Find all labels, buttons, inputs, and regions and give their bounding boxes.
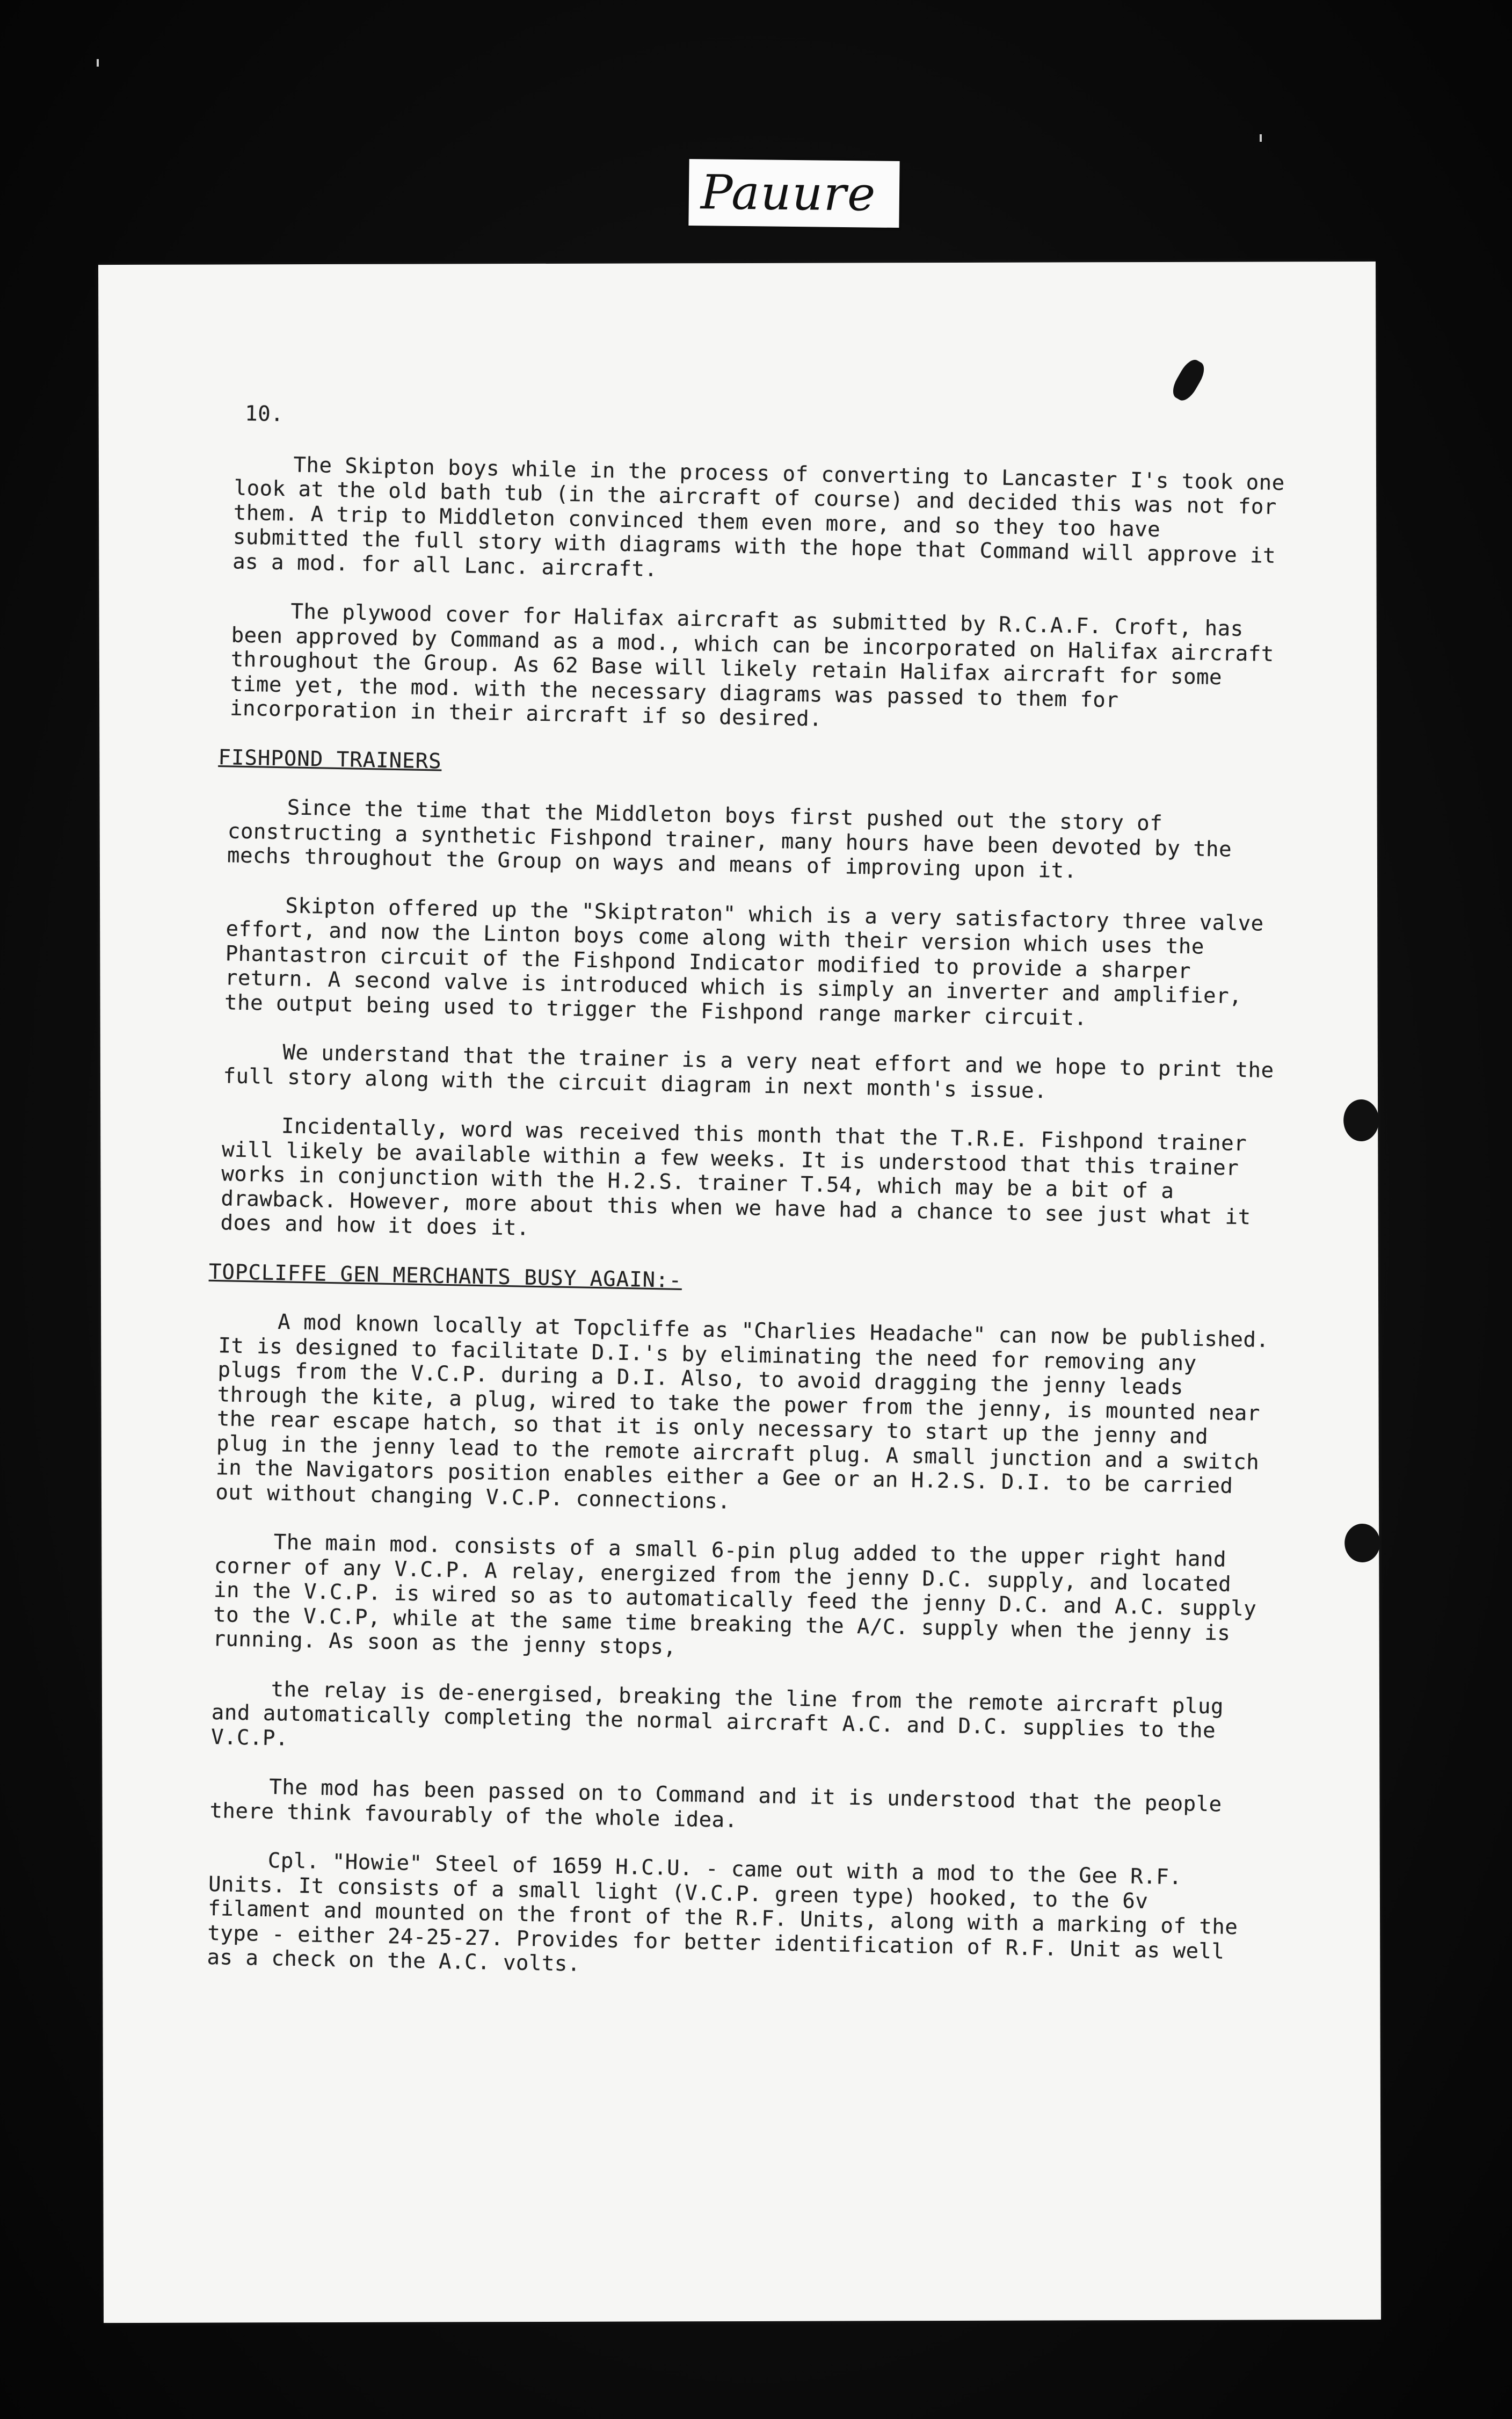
archive-label-text: Pauure	[700, 164, 877, 222]
paragraph-relay: the relay is de-energised, breaking the line from the remote aircraft plug and automatically completing the normal aircraft A.C. and D.C. supplies to the V.C.P.	[210, 1677, 1224, 1751]
paragraph-main-mod: The main mod. consists of a small 6-pin plug added to the upper right hand corner of any V.C.P. A relay, energized from the jenny D.C. supply, and located in the V.C.P. is wired so as to automatically feed the jenny D.C. and A.C. supply to the V.C.P, while at the same time breaking the A/C. supply when the jenny is running. As soon as the jenny stops,	[213, 1530, 1257, 1660]
paragraph-fishpond-trainer-intro: Since the time that the Middleton boys first pushed out the story of constructing a synthetic Fishpond trainer, many hours have been devoted by the mechs throughout the Group on ways and means of improving upon it.	[227, 795, 1232, 883]
paragraph-howie-steel: Cpl. "Howie" Steel of 1659 H.C.U. - came out with a mod to the Gee R.F. Units. It consists of a small light (V.C.P. green type) hooked, to the 6v filament and mounted on the front of the R.F. Units, along with a marking of the type - either 24-25-27. Provides for better identification of R.F. Unit as well as a check on the A.C. volts.	[207, 1849, 1238, 1976]
film-scratch	[97, 59, 99, 67]
ink-blot-top	[1168, 356, 1209, 404]
punch-hole-mark-upper	[1343, 1099, 1379, 1141]
paragraph-skiptraton: Skipton offered up the "Skiptraton" which is a very satisfactory three valve effort, and now the Linton boys come along with their version which uses the Phantastron circuit of the Fishpond Indicator modified to provide a sharper return. A second valve is introduced which is simply an inverter and amplifier, the output being used to trigger the Fishpond range marker circuit.	[224, 893, 1264, 1031]
paragraph-charlies-headache: A mod known locally at Topcliffe as "Charlies Headache" can now be published. It is designed to facilitate D.I.'s by eliminating the need for removing any plugs from the V.C.P. during a D.I. Also, to avoid dragging the jenny leads through the kite, a plug, wired to take the power from the jenny, is mounted near the rear escape hatch, so that it is only necessary to start up the jenny and plug in the jenny lead to the remote aircraft plug. A small junction and a switch in the Navigators position enables either a Gee or an H.2.S. D.I. to be carried out without changing V.C.P. connections.	[215, 1310, 1269, 1514]
paragraph-passed-to-command: The mod has been passed on to Command and it is understood that the people there think favourably of the whole idea.	[209, 1775, 1223, 1833]
paragraph-skipton-bath-tub: The Skipton boys while in the process of converting to Lancaster I's took one look at the old bath tub (in the aircraft of course) and decided this was not for them. A trip to Middleton convinced them even more, and so they too have submitted the full story with diagrams with the hope that Command will approve it as a mod. for all Lanc. aircraft.	[232, 452, 1285, 582]
paragraph-plywood-cover: The plywood cover for Halifax aircraft as submitted by R.C.A.F. Croft, has been approved by Command as a mod., which can be incorporated on Halifax aircraft throughout the Group. As 62 Base will likely retain Halifax aircraft for some time yet, the mod. with the necessary diagrams was passed to them for incorporation in their aircraft if so desired.	[229, 599, 1275, 732]
heading-topcliffe: TOPCLIFFE GEN MERCHANTS BUSY AGAIN:-	[208, 1259, 682, 1293]
punch-hole-mark-lower	[1344, 1524, 1380, 1562]
archive-label	[688, 159, 899, 228]
film-scratch	[1260, 134, 1262, 142]
document-page	[98, 262, 1381, 2323]
paragraph-trainer-print: We understand that the trainer is a very neat effort and we hope to print the full story along with the circuit diagram in next month's issue.	[223, 1040, 1275, 1103]
heading-fishpond-trainers: FISHPOND TRAINERS	[218, 745, 442, 774]
page-number: 10.	[244, 401, 284, 427]
page-text	[206, 401, 1288, 2014]
paragraph-tre-trainer: Incidentally, word was received this month that the T.R.E. Fishpond trainer will likely be available within a few weeks. It is understood that this trainer works in conjunction with the H.2.S. trainer T.54, which may be a bit of a drawback. However, more about this when we have had a chance to see just what it does and how it does it.	[220, 1114, 1251, 1241]
